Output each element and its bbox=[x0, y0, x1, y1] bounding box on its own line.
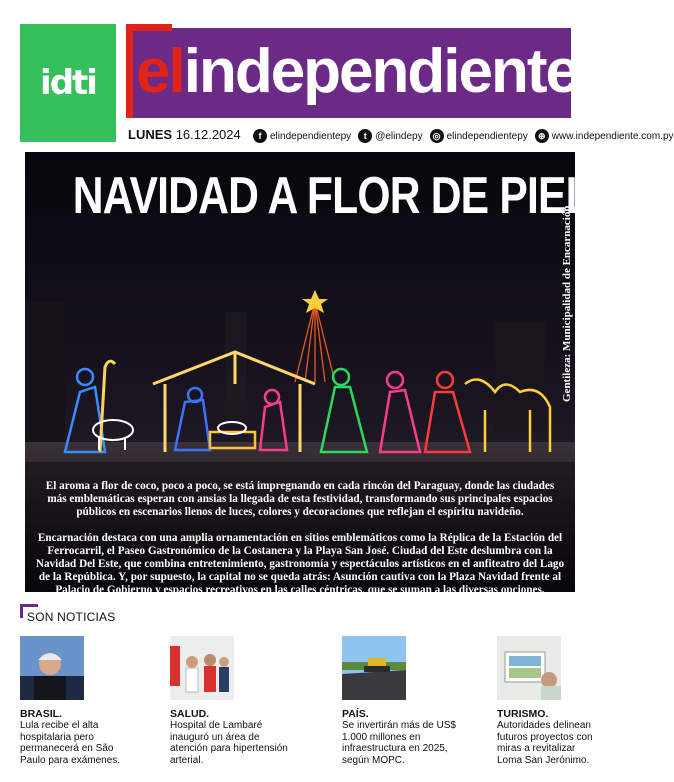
news-thumb-salud bbox=[170, 636, 234, 700]
idti-logo[interactable] bbox=[20, 24, 116, 142]
news-thumb-pais bbox=[342, 636, 406, 700]
facebook-link[interactable] bbox=[253, 129, 351, 143]
website-url: www.independiente.com.py bbox=[551, 130, 674, 142]
facebook-icon: f bbox=[253, 129, 267, 143]
issue-date bbox=[128, 127, 241, 142]
twitter-icon: t bbox=[358, 129, 372, 143]
nameplate-accent-vertical bbox=[126, 24, 133, 118]
hero-photo bbox=[25, 152, 591, 597]
section-title: SON NOTICIAS bbox=[27, 610, 116, 624]
issue-date-value: 16.12.2024 bbox=[175, 127, 241, 142]
news-desc-turismo: Autoridades delinean futuros proyectos con miras a revitalizar Loma San Jerónimo. bbox=[497, 720, 593, 766]
news-desc-brasil: Lula recibe el alta hospitalaria pero permanecerá en São Paulo para exámenes. bbox=[20, 720, 121, 766]
news-thumb-turismo bbox=[497, 636, 561, 700]
photo-credit: Gentileza: Municipalidad de Encarnación bbox=[561, 205, 573, 402]
newspaper-title-el: el bbox=[136, 37, 184, 106]
instagram-handle: elindependientepy bbox=[446, 130, 528, 142]
news-tag-brasil: BRASIL. bbox=[20, 708, 62, 720]
instagram-link[interactable] bbox=[430, 129, 528, 143]
news-desc-pais: Se invertirán más de US$ 1.000 millones en infraestructura en 2025, según MOPC. bbox=[342, 720, 456, 766]
news-item-turismo[interactable] bbox=[497, 636, 597, 766]
news-thumb-brasil bbox=[20, 636, 84, 700]
news-tag-salud: SALUD. bbox=[170, 708, 210, 720]
section-corner-horizontal bbox=[20, 604, 38, 607]
news-item-salud[interactable] bbox=[170, 636, 290, 766]
idti-logo-text: idti bbox=[40, 63, 96, 103]
news-item-pais[interactable] bbox=[342, 636, 462, 766]
lead-story-text bbox=[35, 480, 565, 610]
instagram-icon: ◎ bbox=[430, 129, 444, 143]
news-tag-pais: PAÍS. bbox=[342, 708, 369, 720]
issue-day: LUNES bbox=[128, 127, 173, 142]
newspaper-nameplate bbox=[126, 28, 578, 118]
news-tag-turismo: TURISMO. bbox=[497, 708, 549, 720]
news-item-brasil[interactable] bbox=[20, 636, 140, 766]
twitter-link[interactable] bbox=[358, 129, 422, 143]
main-headline: NAVIDAD A FLOR DE PIEL bbox=[72, 167, 591, 225]
newspaper-title-rest: independiente bbox=[183, 37, 578, 106]
facebook-handle: elindependientepy bbox=[270, 130, 352, 142]
twitter-handle: @elindepy bbox=[375, 130, 423, 142]
lead-paragraph-1: El aroma a flor de coco, poco a poco, se está impregnando en cada rincón del Paraguay, donde las ciudades más emblemáticas esperan con ansias la llegada de esta festividad, transformando sus principales espacios públicos en escenarios llenos de luces, colores y decoraciones que reflejan el espíritu navideño. bbox=[45, 480, 555, 519]
website-link[interactable] bbox=[535, 129, 674, 143]
news-desc-salud: Hospital de Lambaré inauguró un área de atención para hipertensión arterial. bbox=[170, 720, 288, 766]
newspaper-title bbox=[136, 32, 578, 112]
globe-icon: ⊕ bbox=[535, 129, 549, 143]
nameplate-accent-horizontal bbox=[126, 24, 172, 31]
lead-paragraph-2: Encarnación destaca con una amplia ornamentación en sitios emblemáticos como la Réplica de la Estación del Ferrocarril, el Paseo Gastronómico de la Costanera y la Playa San José. Ciudad del Este deslumbra con la Navidad Del Este, que combina entretenimiento, gastronomía y espectáculos artísticos en el anfiteatro del Lago de la República. Y, por supuesto, la capital no se queda atrás: Asunción cautiva con la Plaza Navidad frente al Palacio de Gobierno y espacios recreativos en las calles céntricas, que se suman a las diversas opciones. bbox=[35, 531, 565, 597]
social-links bbox=[253, 126, 674, 146]
